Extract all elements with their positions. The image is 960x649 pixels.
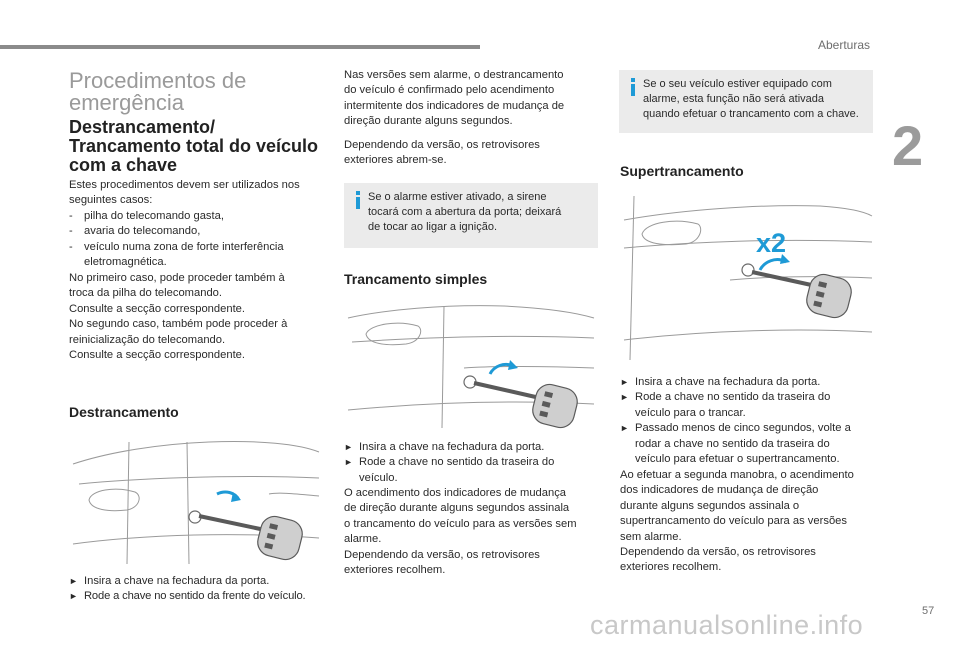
step-marker-icon: ►	[620, 392, 629, 403]
deadlock-drawing	[620, 190, 874, 364]
chapter-number: 2	[892, 114, 924, 177]
info-icon	[351, 191, 365, 209]
header-rule	[0, 45, 480, 49]
page-title: Procedimentos de emergência	[69, 68, 247, 115]
list-item: ► Insira a chave na fechadura da porta.	[620, 375, 876, 390]
note-line: alarme, esta função não será ativada	[643, 93, 825, 105]
text-line: exteriores abrem-se.	[344, 154, 447, 167]
section-subtitle: Destrancamento/ Trancamento total do veículo com a chave	[69, 117, 319, 175]
unlock-illustration	[69, 434, 321, 566]
deadlock-illustration	[620, 190, 874, 364]
text-line: O acendimento dos indicadores de mudança	[344, 487, 567, 499]
text-line: supertrancamento do veículo para as versões	[620, 515, 847, 528]
section-label: Aberturas	[818, 38, 871, 52]
note-line: Se o seu veículo estiver equipado com	[643, 78, 832, 90]
text-line: sem alarme.	[620, 530, 682, 543]
text-line: troca da pilha do telecomando.	[69, 287, 222, 300]
list-item: ► Rode a chave no sentido da traseira do veículo para o trancar.	[620, 391, 831, 419]
list-item: ► Rode a chave no sentido da traseira do veículo.	[344, 456, 555, 484]
text-line: reinicialização do telecomando.	[69, 333, 226, 346]
note-line: Se o alarme estiver ativado, a sirene	[368, 191, 547, 203]
list-item: ► Insira a chave na fechadura da porta.	[69, 574, 331, 589]
text-line: Dependendo da versão, os retrovisores	[344, 139, 540, 151]
text-line: alarme.	[344, 533, 382, 546]
list-item: ► Passado menos de cinco segundos, volte a rodar a chave no sentido da traseira do veículo para efetuar o supertrancamento.	[620, 422, 851, 466]
text-line: exteriores recolhem.	[620, 561, 722, 574]
text-line: No segundo caso, também pode proceder à	[69, 318, 288, 331]
text-line: dos indicadores de mudança de direção	[620, 484, 819, 497]
deadlock-steps	[620, 375, 876, 467]
unlock-steps	[69, 574, 331, 605]
text-line: Ao efetuar a segunda manobra, o acendimento	[620, 469, 854, 481]
step-marker-icon: ►	[620, 377, 629, 387]
step-marker-icon: ►	[344, 442, 353, 452]
page-number: 57	[922, 605, 935, 617]
note-line: de tocar ao ligar a ignição.	[368, 221, 498, 233]
mirrors-text	[344, 138, 600, 169]
text-line: Nas versões sem alarme, o destrancamento	[344, 69, 564, 81]
text-line: exteriores recolhem.	[344, 564, 446, 577]
cases-list	[69, 209, 324, 271]
step-marker-icon: ►	[620, 423, 629, 434]
alarm-deadlock-note	[619, 70, 873, 133]
watermark: carmanualsonline.info	[590, 610, 864, 640]
intro-line: Estes procedimentos devem ser utilizados nos	[69, 179, 300, 191]
deadlock-confirmation-text	[620, 468, 876, 576]
text-line: durante alguns segundos assinala o	[620, 499, 800, 512]
intro-line: seguintes casos:	[69, 194, 153, 207]
cases-explanation	[69, 271, 329, 363]
alarm-note	[344, 183, 598, 248]
deadlock-heading: Supertrancamento	[620, 163, 744, 179]
step-marker-icon: ►	[69, 591, 78, 602]
text-line: de direção durante alguns segundos assinala	[344, 502, 570, 515]
text-line: Dependendo da versão, os retrovisores	[344, 548, 540, 561]
note-line: tocará com a abertura da porta; deixará	[368, 206, 562, 218]
info-icon	[626, 78, 640, 96]
list-item: ► Rode a chave no sentido da frente do veículo.	[69, 589, 331, 604]
text-line: o trancamento do veículo para as versões sem	[344, 517, 577, 530]
text-line: do veículo é confirmado pelo acendimento	[344, 84, 555, 97]
note-line: quando efetuar o trancamento com a chave.	[643, 108, 859, 120]
list-item: - avaria do telecomando,	[69, 225, 201, 238]
intro-text	[69, 178, 329, 209]
lock-confirmation-text	[344, 486, 600, 578]
text-line: Consulte a secção correspondente.	[69, 349, 246, 362]
list-item: - pilha do telecomando gasta,	[69, 210, 224, 222]
lock-steps	[344, 440, 598, 486]
step-marker-icon: ►	[344, 457, 353, 468]
text-line: Dependendo da versão, os retrovisores	[620, 546, 816, 559]
list-item: ► Insira a chave na fechadura da porta.	[344, 440, 598, 455]
text-line: Consulte a secção correspondente.	[69, 302, 246, 315]
unlock-heading: Destrancamento	[69, 404, 179, 420]
unlock-confirmation-text	[344, 68, 600, 130]
text-line: No primeiro caso, pode proceder também à	[69, 272, 285, 284]
step-marker-icon: ►	[69, 576, 78, 586]
list-item: - veículo numa zona de forte interferência eletromagnética.	[69, 240, 284, 269]
x2-label: x2	[756, 228, 787, 258]
text-line: direção durante alguns segundos.	[344, 115, 513, 128]
lock-heading: Trancamento simples	[344, 271, 488, 287]
lock-illustration	[344, 298, 596, 430]
text-line: intermitente dos indicadores de mudança de	[344, 99, 565, 112]
